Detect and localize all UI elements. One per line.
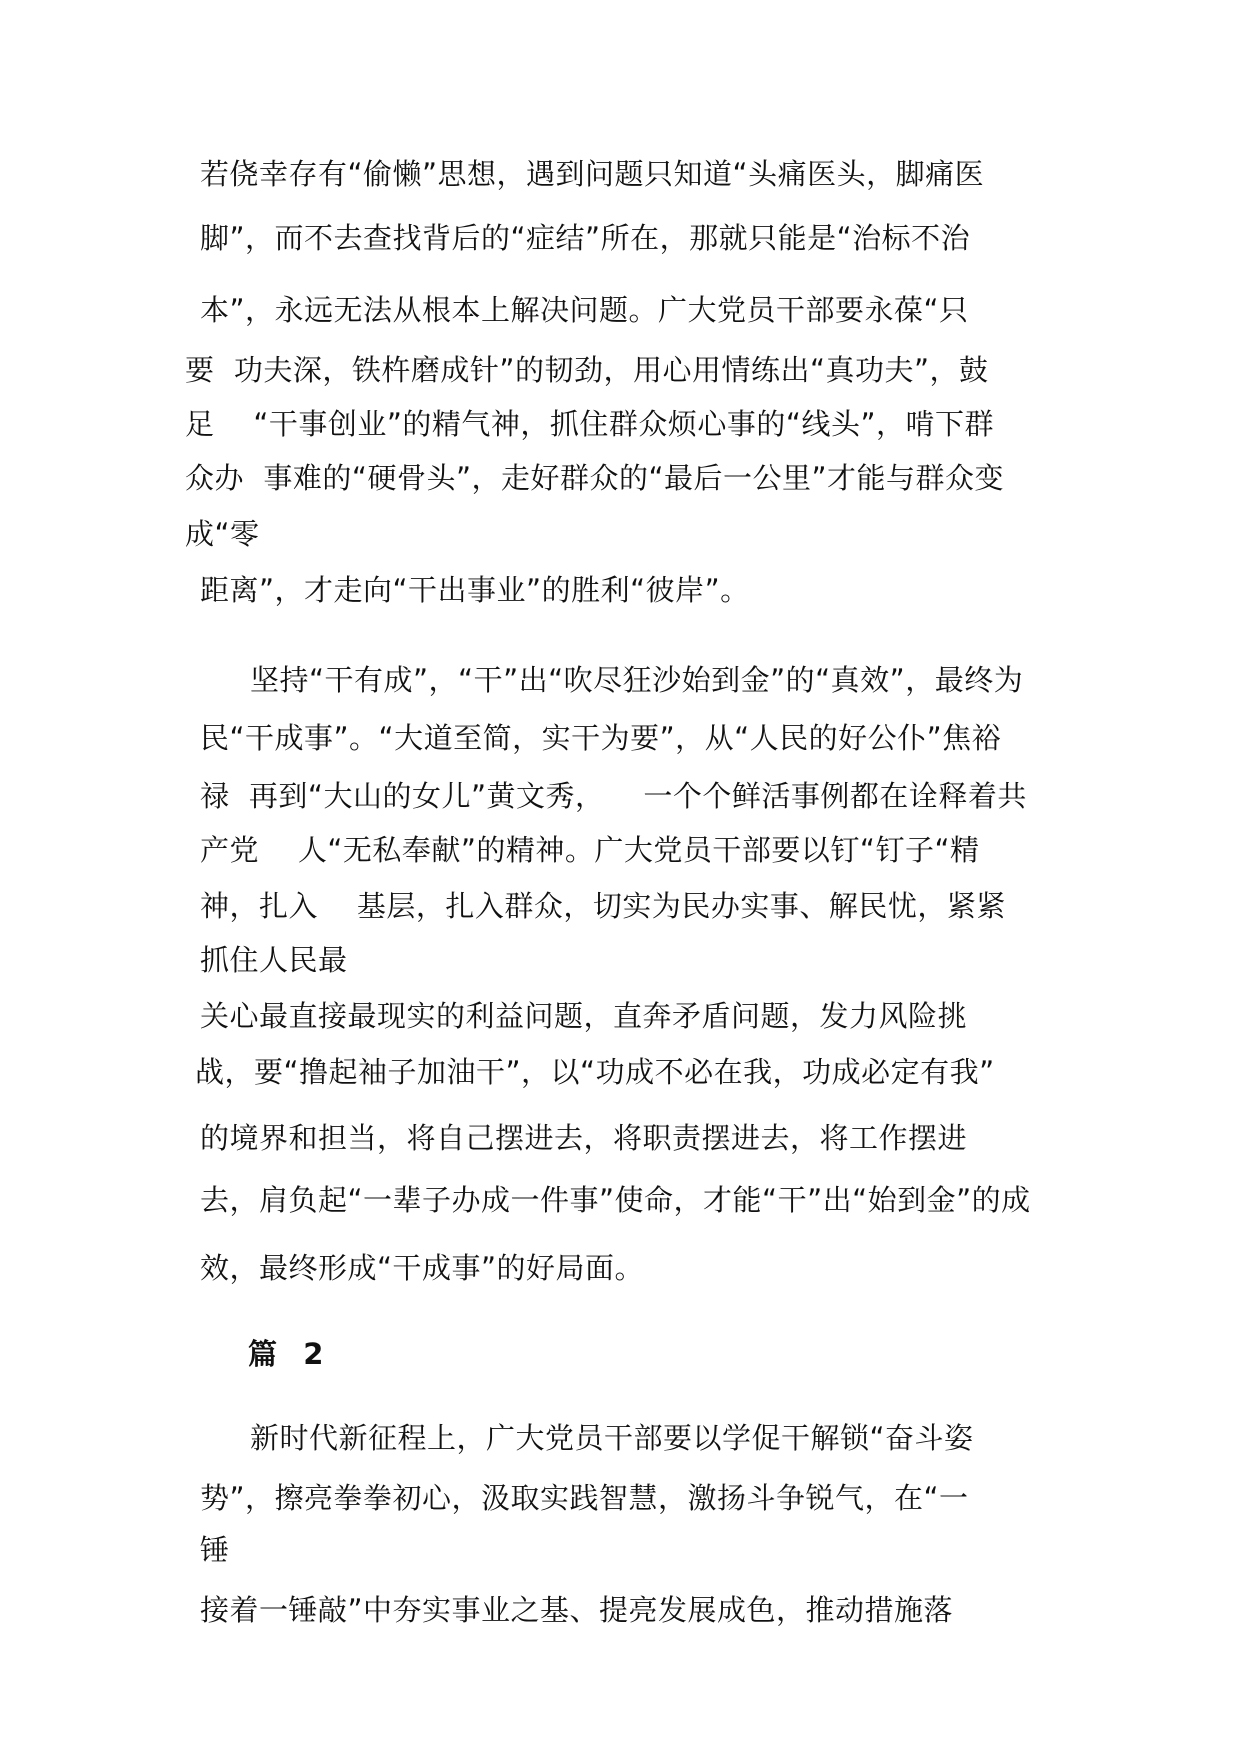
paragraph-2-line-5: 神，扎入 基层，扎入群众，切实为民办实事、解民忧，紧紧 <box>200 889 1006 923</box>
paragraph-1-line-2: 脚”，而不去查找背后的“症结”所在，那就只能是“治标不治 <box>200 221 971 255</box>
paragraph-2-line-10: 去，肩负起“一辈子办成一件事”使命，才能“干”出“始到金”的成 <box>200 1183 1031 1217</box>
paragraph-2-line-1: 坚持“干有成”，“干”出“吹尽狂沙始到金”的“真效”，最终为 <box>250 663 1024 697</box>
paragraph-1-line-4: 要 功夫深，铁杵磨成针”的韧劲，用心用情练出“真功夫”，鼓 <box>185 353 989 387</box>
section-heading: 篇 2 <box>248 1337 326 1371</box>
paragraph-1-line-3: 本”，永远无法从根本上解决问题。广大党员干部要永葆“只 <box>200 293 969 327</box>
paragraph-2-line-9: 的境界和担当，将自己摆进去，将职责摆进去，将工作摆进 <box>200 1121 968 1155</box>
paragraph-2-line-6: 抓住人民最 <box>200 943 348 977</box>
paragraph-2-line-2: 民“干成事”。“大道至简，实干为要”，从“人民的好公仆”焦裕 <box>200 721 1002 755</box>
paragraph-1-line-5: 足 “干事创业”的精气神，抓住群众烦心事的“线头”，啃下群 <box>185 407 994 441</box>
paragraph-3-line-3: 锤 <box>200 1533 230 1567</box>
paragraph-2-line-7: 关心最直接最现实的利益问题，直奔矛盾问题，发力风险挑 <box>200 999 968 1033</box>
paragraph-1-line-6: 众办 事难的“硬骨头”，走好群众的“最后一公里”才能与群众变 <box>185 461 1005 495</box>
paragraph-3-line-1: 新时代新征程上，广大党员干部要以学促干解锁“奋斗姿 <box>250 1421 974 1455</box>
paragraph-2-line-3: 禄 再到“大山的女儿”黄文秀， 一个个鲜活事例都在诠释着共 <box>200 779 1027 813</box>
paragraph-2-line-11: 效，最终形成“干成事”的好局面。 <box>200 1251 645 1285</box>
paragraph-2-line-4: 产党 人“无私奉献”的精神。广大党员干部要以钉“钉子“精 <box>200 833 980 867</box>
paragraph-2-line-8: 战，要“撸起袖子加油干”，以“功成不必在我，功成必定有我” <box>195 1055 995 1089</box>
paragraph-3-line-4: 接着一锤敲”中夯实事业之基、提亮发展成色，推动措施落 <box>200 1593 954 1627</box>
paragraph-1-line-1: 若侥幸存有“偷懒”思想，遇到问题只知道“头痛医头，脚痛医 <box>200 157 985 191</box>
paragraph-1-line-8: 距离”，才走向“干出事业”的胜利“彼岸”。 <box>200 573 750 607</box>
paragraph-3-line-2: 势”，擦亮拳拳初心，汲取实践智慧，激扬斗争锐气，在“一 <box>200 1481 969 1515</box>
paragraph-1-line-7: 成“零 <box>185 517 260 551</box>
